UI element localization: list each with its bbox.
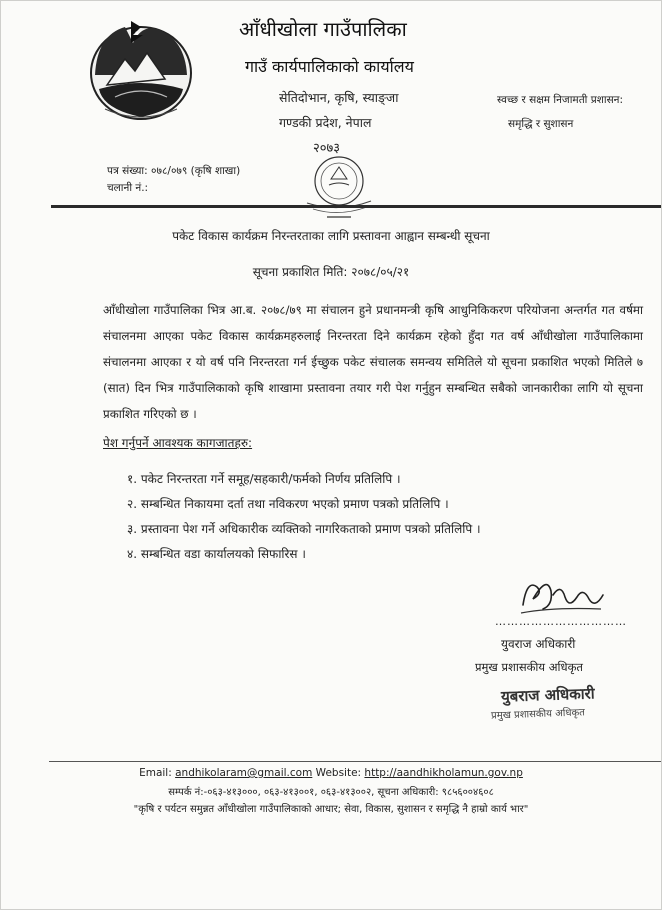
footer-slogan: "कृषि र पर्यटन समुन्नत आँधीखोला गाउँपालिकाको आधार; सेवा, विकास, सुशासन र समृद्धि नै हाम्रो कार्य भार" [133, 804, 529, 815]
list-item: ३. प्रस्तावना पेश गर्ने अधिकारीक व्यक्तिको नागरिकताको प्रमाण पत्रको प्रतिलिपि । [127, 522, 481, 536]
municipality-name: आँधीखोला गाउँपालिका [239, 17, 407, 41]
requirements-heading: पेश गर्नुपर्ने आवश्यक कागजातहरु: [103, 436, 253, 450]
website-label: Website: [315, 767, 362, 779]
motto-line-2: समृद्धि र सुशासन [508, 118, 574, 130]
government-emblem-icon [85, 13, 197, 125]
list-item: ४. सम्बन्धित वडा कार्यालयको सिफारिस । [127, 547, 306, 561]
signatory-name: युवराज अधिकारी [501, 637, 576, 651]
notice-subject: पकेट विकास कार्यक्रम निरन्तरताका लागि प्रस्तावना आह्वान सम्बन्धी सूचना [172, 229, 490, 243]
header-divider [51, 205, 661, 208]
requirements-list [127, 467, 481, 567]
signature-line: …………………………… [495, 615, 627, 628]
address-line-2: गण्डकी प्रदेश, नेपाल [279, 115, 372, 130]
footer-contact-links [1, 767, 661, 779]
list-item: १. पकेट निरन्तरता गर्ने समूह/सहकारी/फर्मको निर्णय प्रतिलिपि । [127, 472, 401, 486]
established-year: २०७३ [313, 141, 341, 156]
footer-divider [49, 761, 661, 762]
signatory-post: प्रमुख प्रशासकीय अधिकृत [475, 660, 583, 674]
published-date: सूचना प्रकाशित मिति: २०७८/०५/२१ [252, 265, 410, 279]
motto-line-1: स्वच्छ र सक्षम निजामती प्रशासन: [497, 94, 624, 106]
address-line-1: सेतिदोभान, कृषि, स्याङ्जा [279, 90, 399, 105]
dispatch-number: चलानी नं.: [107, 182, 149, 194]
office-seal-icon [301, 151, 377, 223]
website-link[interactable]: http://aandhikholamun.gov.np [364, 767, 523, 779]
reference-number: पत्र संख्या: ०७८/०७९ (कृषि शाखा) [107, 165, 241, 177]
name-stamp: युबराज अधिकारी [500, 684, 595, 706]
email-link[interactable]: andhikolaram@gmail.com [175, 767, 313, 779]
footer-phone: सम्पर्क नं:-०६३-४१३०००, ०६३-४१३००१, ०६३-४१३००२, सूचना अधिकारी: ९८५६००४६०८ [168, 787, 494, 798]
signature-scribble-icon [513, 569, 609, 621]
list-item: २. सम्बन्धित निकायमा दर्ता तथा नविकरण भएको प्रमाण पत्रको प्रतिलिपि । [127, 497, 449, 511]
notice-body: आँधीखोला गाउँपालिका भित्र आ.ब. २०७८/७९ मा संचालन हुने प्रधानमन्त्री कृषि आधुनिकिकरण परियोजना अन्तर्गत गत वर्षमा संचालनमा आएका पकेट विकास कार्यक्रमहरुलाई निरन्तरता दिने कार्यक्रम रहेको हुँदा गत वर्ष आँधीखोला गाउँपालिकामा संचालनमा आएका र यो वर्ष पनि निरन्तरता गर्न ईच्छुक पकेट संचालक समन्वय समितिले यो सूचना प्रकाशित भएको मितिले ७ (सात) दिन भित्र गाउँपालिकाको कृषि शाखामा प्रस्तावना तयार गरी पेश गर्नुहुन सम्बन्धित सबैको जानकारीका लागि यो सूचना प्रकाशित गरिएको छ । [103, 303, 643, 421]
office-name: गाउँ कार्यपालिकाको कार्यालय [245, 57, 414, 76]
post-stamp: प्रमुख प्रशासकीय अधिकृत [490, 707, 586, 722]
email-label: Email: [139, 767, 172, 779]
